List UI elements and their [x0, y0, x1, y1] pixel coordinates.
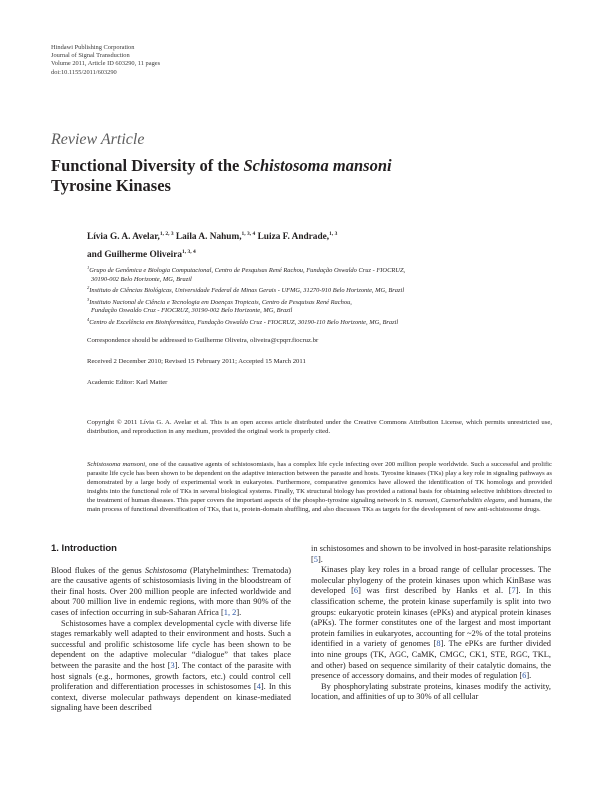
doi-line[interactable]: doi:10.1155/2011/603290	[51, 68, 117, 76]
author-name[interactable]: Luiza F. Andrade,	[257, 232, 330, 242]
article-type: Review Article	[51, 131, 145, 148]
correspondence: Correspondence should be addressed to Guilherme Oliveira, oliveira@cpqrr.fiocruz.br	[87, 337, 319, 344]
title-species: Schistosoma mansoni	[243, 156, 392, 175]
citation-link[interactable]: 8	[436, 639, 441, 649]
academic-editor: Academic Editor: Karl Matter	[87, 379, 168, 386]
affiliation-line: $^2$Instituto de Ciências Biológicas, Universidade Federal de Minas Gerais - UFMG, 31270-910 Belo Horizonte, MG, Brazil	[87, 285, 405, 295]
affiliation-line: 30190-002 Belo Horizonte, MG, Brazil	[91, 275, 192, 283]
author-affil-sup: 1, 3	[329, 231, 338, 237]
copyright-notice: Copyright © 2011 Lívia G. A. Avelar et al. This is an open access article distributed under the Creative Commons Attribution License, which permits unrestricted use, distribution, and reproduction in any medium, provided the original work is properly cited.	[87, 419, 552, 435]
author-name[interactable]: Laila A. Nahum,	[175, 232, 242, 242]
author-list	[87, 227, 557, 262]
affiliations	[87, 264, 557, 328]
affiliation-line: Fundação Oswaldo Cruz - FIOCRUZ, 30190-002 Belo Horizonte, MG, Brazil	[91, 307, 293, 315]
citation-link[interactable]: 6	[522, 671, 527, 681]
citation-link[interactable]: 6	[353, 586, 359, 596]
title-line-2: Tyrosine Kinases	[51, 176, 171, 195]
volume-line: Volume 2011, Article ID 603290, 11 pages	[51, 60, 161, 68]
author-affil-sup: 1, 2, 3	[159, 231, 174, 237]
received-dates: Received 2 December 2010; Revised 15 February 2011; Accepted 15 March 2011	[87, 358, 306, 365]
author-name[interactable]: Lívia G. A. Avelar,	[87, 232, 160, 242]
publisher-line: Hindawi Publishing Corporation	[51, 44, 135, 51]
affiliation-line: $^4$Centro de Excelência em Bioinformática, Fundação Oswaldo Cruz - FIOCRUZ, 30190-110 Belo Horizonte, MG, Brazil	[87, 316, 399, 326]
body-paragraph: Schistosomes have a complex developmental cycle with diverse life stages remarkably well adapted to their environment and hosts. Such a successful and prolific schistosome life cycle has been shown to be dependent on the adaptive molecular “dialogue” that takes place between the parasite and the host [3]. The contact of the parasite with host signals (e.g., hormones, growth factors, etc.) could control cell proliferation and differentiation processes in schistosomes [4]. In this context, diverse molecular pathways dependent on kinase-mediated signaling have been described	[51, 618, 292, 713]
section-heading: 1. Introduction	[51, 543, 117, 554]
citation-link[interactable]: 5	[313, 554, 318, 564]
citation-link[interactable]: 7	[511, 586, 516, 596]
author-affil-sup: 1, 3, 4	[182, 248, 196, 255]
citation-link[interactable]: 3	[170, 660, 175, 670]
body-paragraph: By phosphorylating substrate proteins, kinases modify the activity, location, and affinities of up to 30% of all cellular	[311, 681, 551, 702]
body-paragraph: Kinases play key roles in a broad range of cellular processes. The molecular phylogeny of the protein kinases upon which KinBase was developed [6] was first described by Hanks et al. [7]. In this classification scheme, the protein kinase superfamily is split into two groups: eukaryotic protein kinases (ePKs) and atypical protein kinases (aPKs). The former constitutes one of the largest and most important protein families in eukaryotes, accounting for ~2% of the total proteins identified in a variety of genomes [8]. The ePKs are further divided into nine groups (TK, AGC, CaMK, CMGC, CK1, STE, RGC, TKL, and other) based on sequence similarity of their catalytic domains, the presence of accessory domains, and their modes of regulation [6].	[311, 565, 551, 681]
journal-line: Journal of Signal Transduction	[51, 52, 130, 60]
body-column-right	[311, 544, 551, 703]
body-column-left	[51, 544, 291, 714]
body-paragraph: in schistosomes and shown to be involved in host-parasite relationships [5].	[311, 544, 551, 564]
abstract: Schistosoma mansoni, one of the causative agents of schistosomiasis, has a complex life cycle infecting over 200 million people worldwide. Such a successful and prolific parasite life cycle has been shown to be dependent on the adaptive interaction between the parasite and hosts. Tyrosine kinases (TKs) play a key role in signaling pathways as demonstrated by a large body of experimental work in eukaryotes. Furthermore, comparative genomics have allowed the identification of TK homologs and provided insights into the functional role of TKs in several biological systems. Finally, TK structural biology has provided a rational basis for obtaining selective inhibitors directed to the treatment of human diseases. This paper covers the important aspects of the phospho-tyrosine signaling network in S. mansoni, Caenorhabditis elegans, and humans, the main process of functional diversification of TKs, that is, protein-domain shuffling, and also discusses TKs as targets for the development of new anti-schistosome drugs.	[87, 461, 553, 513]
citation-link[interactable]: 1, 2	[223, 607, 237, 617]
body-paragraph: Blood flukes of the genus Schistosoma (Platyhelminthes: Trematoda) are the causative agents of schistosomiasis living in the bloodstream of their final hosts. Over 200 million people are infected worldwide and about 700 million live in endemic regions, with more than 90% of the cases of infection occurring in sub-Saharan Africa [1, 2].	[51, 565, 291, 617]
citation-link[interactable]: 4	[256, 682, 261, 692]
article-title	[51, 156, 551, 196]
author-affil-sup: 1, 3, 4	[241, 231, 256, 237]
affiliation-line: $^3$Instituto Nacional de Ciência e Tecnologia em Doenças Tropicais, Centro de Pesquisas René Rachou,	[87, 296, 352, 306]
affiliation-line: $^1$Grupo de Genômica e Biologia Computacional, Centro de Pesquisas René Rachou, Fundação Oswaldo Cruz - FIOCRUZ,	[87, 265, 406, 274]
author-name[interactable]: and Guilherme Oliveira	[87, 249, 183, 260]
title-text: Functional Diversity of the	[51, 156, 244, 175]
journal-header	[51, 44, 160, 77]
